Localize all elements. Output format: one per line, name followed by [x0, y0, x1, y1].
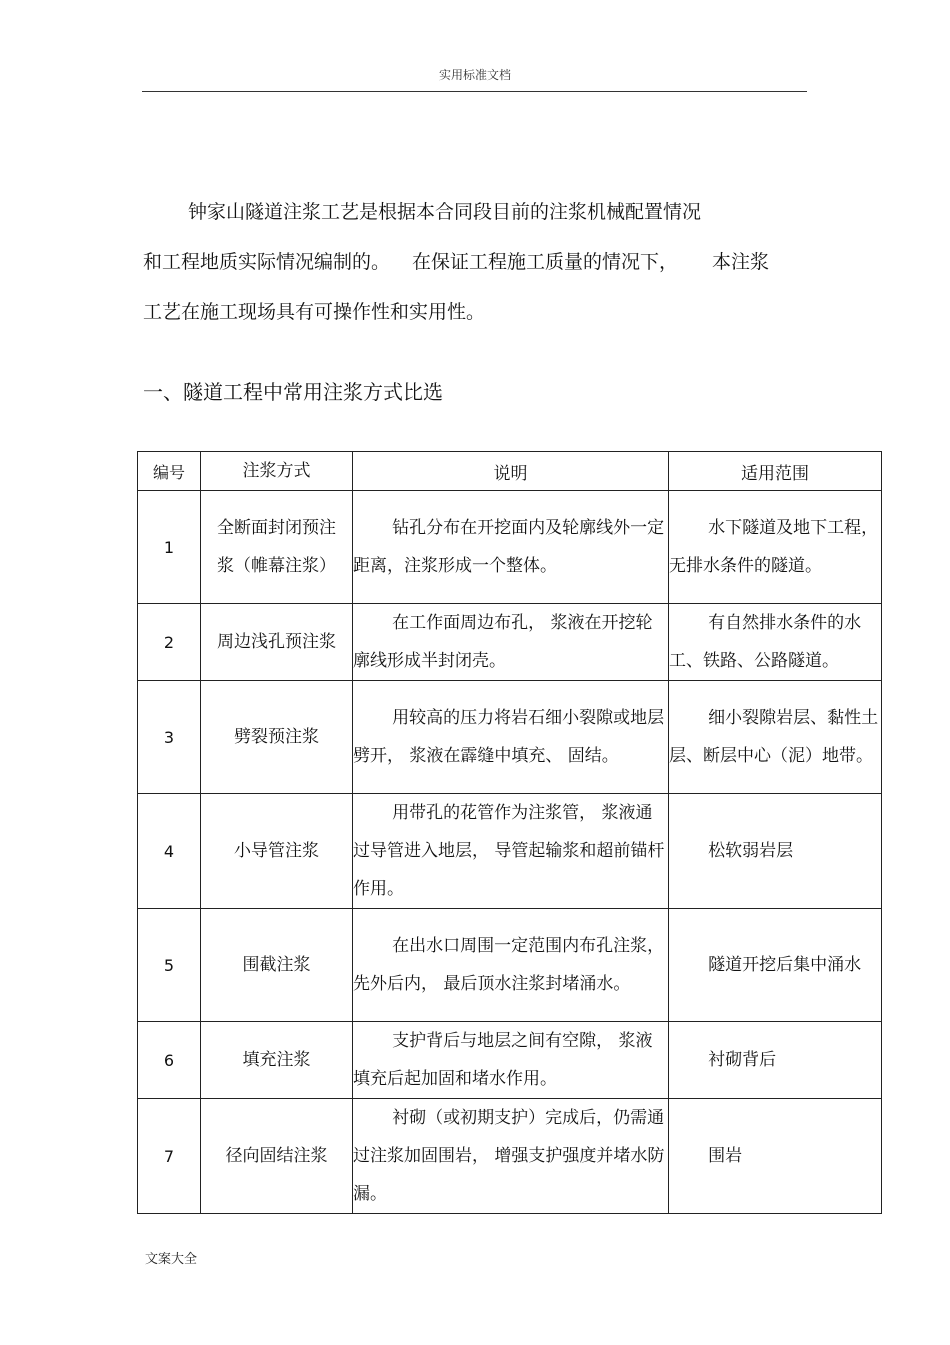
page-footer: 文案大全 — [145, 1252, 198, 1267]
row-desc-cell — [353, 794, 669, 909]
row-no: 6 — [138, 1022, 201, 1099]
table-row — [138, 604, 882, 681]
row-desc: 钻孔分布在开挖面内及轮廓线外一定距离，注浆形成一个整体。 — [353, 518, 665, 576]
table-row — [138, 909, 882, 1022]
intro-line-2b: 在保证工程施工质量的情况下， — [412, 251, 679, 273]
row-scope-cell — [669, 794, 882, 909]
row-desc: 在工作面周边布孔， 浆液在开挖轮廓线形成半封闭壳。 — [353, 613, 653, 671]
row-scope: 衬砌背后 — [708, 1050, 777, 1070]
row-desc-cell — [353, 1022, 669, 1099]
intro-line-1: 钟家山隧道注浆工艺是根据本合同段目前的注浆机械配置情况 — [188, 201, 702, 223]
row-scope: 有自然排水条件的水工、铁路、公路隧道。 — [669, 613, 862, 671]
intro-line-2 — [143, 252, 823, 272]
row-no: 1 — [138, 491, 201, 604]
row-scope: 水下隧道及地下工程，无排水条件的隧道。 — [669, 518, 879, 576]
row-desc-cell — [353, 491, 669, 604]
row-method: 全断面封闭预注浆（帷幕注浆） — [201, 491, 353, 604]
row-desc-cell — [353, 604, 669, 681]
row-scope-cell — [669, 1099, 882, 1214]
header-scope: 适用范围 — [669, 452, 882, 491]
row-method: 填充注浆 — [201, 1022, 353, 1099]
row-desc: 支护背后与地层之间有空隙， 浆液填充后起加固和堵水作用。 — [353, 1031, 653, 1089]
row-desc: 在出水口周围一定范围内布孔注浆，先外后内， 最后顶水注浆封堵涌水。 — [353, 936, 665, 994]
table-header-row — [138, 452, 882, 491]
row-scope: 围岩 — [708, 1146, 743, 1166]
page-header: 实用标准文档 — [438, 68, 511, 82]
row-desc: 用带孔的花管作为注浆管， 浆液通过导管进入地层， 导管起输浆和超前锚杆作用。 — [353, 803, 665, 899]
row-scope: 松软弱岩层 — [708, 841, 794, 861]
row-desc: 用较高的压力将岩石细小裂隙或地层劈开， 浆液在霹缝中填充、 固结。 — [353, 708, 665, 766]
header-desc: 说明 — [353, 452, 669, 491]
row-desc: 衬砌（或初期支护）完成后，仍需通过注浆加固围岩， 增强支护强度并堵水防漏。 — [353, 1108, 665, 1204]
row-desc-cell — [353, 909, 669, 1022]
table-row — [138, 1022, 882, 1099]
table-row — [138, 1099, 882, 1214]
row-no: 5 — [138, 909, 201, 1022]
row-method: 围截注浆 — [201, 909, 353, 1022]
intro-line-2a: 和工程地质实际情况编制的。 — [143, 251, 391, 273]
row-method: 径向固结注浆 — [201, 1099, 353, 1214]
row-scope: 细小裂隙岩层、黏性土层、断层中心（泥）地带。 — [669, 708, 879, 766]
row-scope-cell — [669, 1022, 882, 1099]
header-no: 编号 — [138, 452, 201, 491]
intro-line-3: 工艺在施工现场具有可操作性和实用性。 — [143, 301, 486, 323]
row-scope-cell — [669, 909, 882, 1022]
intro-line-2c: 本注浆 — [712, 251, 770, 273]
grouting-methods-table — [137, 451, 882, 1214]
row-method: 周边浅孔预注浆 — [201, 604, 353, 681]
row-no: 4 — [138, 794, 201, 909]
row-no: 3 — [138, 681, 201, 794]
row-no: 7 — [138, 1099, 201, 1214]
row-no: 2 — [138, 604, 201, 681]
table-row — [138, 794, 882, 909]
table-row — [138, 491, 882, 604]
row-method: 小导管注浆 — [201, 794, 353, 909]
row-scope-cell — [669, 604, 882, 681]
row-scope-cell — [669, 491, 882, 604]
table-row — [138, 681, 882, 794]
row-desc-cell — [353, 1099, 669, 1214]
row-scope-cell — [669, 681, 882, 794]
row-method: 劈裂预注浆 — [201, 681, 353, 794]
row-scope: 隧道开挖后集中涌水 — [708, 955, 862, 975]
header-rule — [142, 91, 807, 92]
section-heading: 一、隧道工程中常用注浆方式比选 — [143, 380, 443, 404]
row-desc-cell — [353, 681, 669, 794]
header-method: 注浆方式 — [201, 452, 353, 491]
